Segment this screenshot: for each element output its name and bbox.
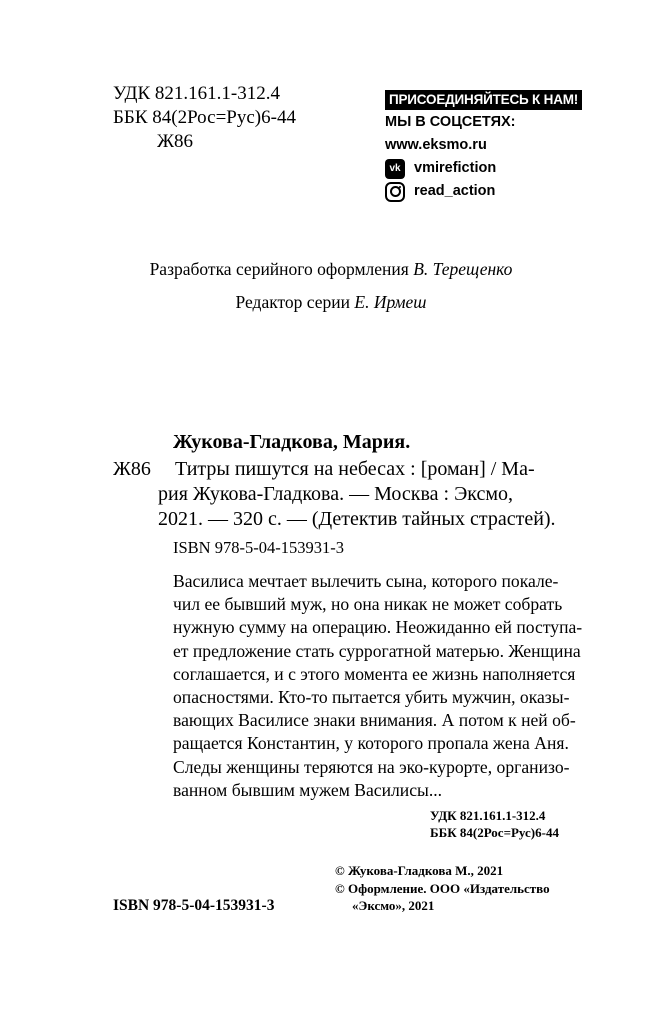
vk-link[interactable] xyxy=(385,157,582,180)
annotation-line: вающих Василисе знаки внимания. А потом к ней об- xyxy=(173,710,576,731)
bib-isbn: ISBN 978-5-04-153931-3 xyxy=(173,538,344,557)
annotation-line: ет предложение стать суррогатной матерью. Женщина xyxy=(173,640,581,661)
bottom-bbk: ББК 84(2Рос=Рус)6-44 xyxy=(430,825,559,840)
social-heading: МЫ В СОЦСЕТЯХ: xyxy=(385,114,516,130)
design-name: В. Терещенко xyxy=(413,259,513,279)
bottom-classification xyxy=(430,807,559,841)
website-link[interactable]: www.eksmo.ru xyxy=(385,137,487,153)
annotation-line: чил ее бывший муж, но она никак не может собрать xyxy=(173,594,563,615)
editor-label: Редактор серии xyxy=(235,292,351,312)
copyright-author: © Жукова-Гладкова М., 2021 xyxy=(335,863,504,878)
author-sign: Ж86 xyxy=(157,131,194,152)
annotation-line: Василиса мечтает вылечить сына, которого покале- xyxy=(173,571,559,591)
bib-author: Жукова-Гладкова, Мария. xyxy=(173,431,411,453)
editor-credit xyxy=(0,292,662,313)
social-block xyxy=(385,88,582,203)
annotation-line: опасностями. Кто-то пытается убить мужчин, оказы- xyxy=(173,686,570,707)
bib-description xyxy=(113,457,583,532)
annotation-line: нужную сумму на операцию. Неожиданно ей поступа- xyxy=(173,617,583,638)
bottom-udk: УДК 821.161.1-312.4 xyxy=(430,808,546,823)
copyright-design: © Оформление. ООО «Издательство xyxy=(335,880,550,896)
annotation-line: ращается Константин, у которого пропала жена Аня. xyxy=(173,733,569,754)
design-credit xyxy=(0,259,662,280)
editor-name: Е. Ирмеш xyxy=(354,292,427,312)
vk-icon: vk xyxy=(385,159,405,179)
join-banner: ПРИСОЕДИНЯЙТЕСЬ К НАМ! xyxy=(385,90,582,110)
design-label: Разработка серийного оформления xyxy=(149,259,409,279)
annotation xyxy=(173,570,593,802)
bib-line: 2021. — 320 с. — (Детектив тайных страстей). xyxy=(158,508,556,530)
copyright-block xyxy=(335,862,550,915)
vk-handle: vmirefiction xyxy=(414,160,497,176)
bib-code: Ж86 xyxy=(113,458,151,480)
annotation-line: Следы женщины теряются на эко-курорте, организо- xyxy=(173,756,570,777)
bib-line: Титры пишутся на небесах : [роман] / Ма- xyxy=(175,458,535,480)
instagram-icon xyxy=(385,182,405,202)
copyright-design-cont: «Эксмо», 2021 xyxy=(352,898,435,913)
bottom-isbn: ISBN 978-5-04-153931-3 xyxy=(113,897,275,914)
annotation-line: ванном бывшим мужем Василисы... xyxy=(173,779,443,800)
classification-block xyxy=(113,82,296,154)
annotation-line: соглашается, и с этого момента ее жизнь наполняется xyxy=(173,663,576,684)
bib-line: рия Жукова-Гладкова. — Москва : Эксмо, xyxy=(158,483,514,505)
instagram-handle: read_action xyxy=(414,183,496,199)
instagram-link[interactable] xyxy=(385,180,582,203)
bbk-code: ББК 84(2Рос=Рус)6-44 xyxy=(113,107,296,128)
udk-code: УДК 821.161.1-312.4 xyxy=(113,83,280,104)
